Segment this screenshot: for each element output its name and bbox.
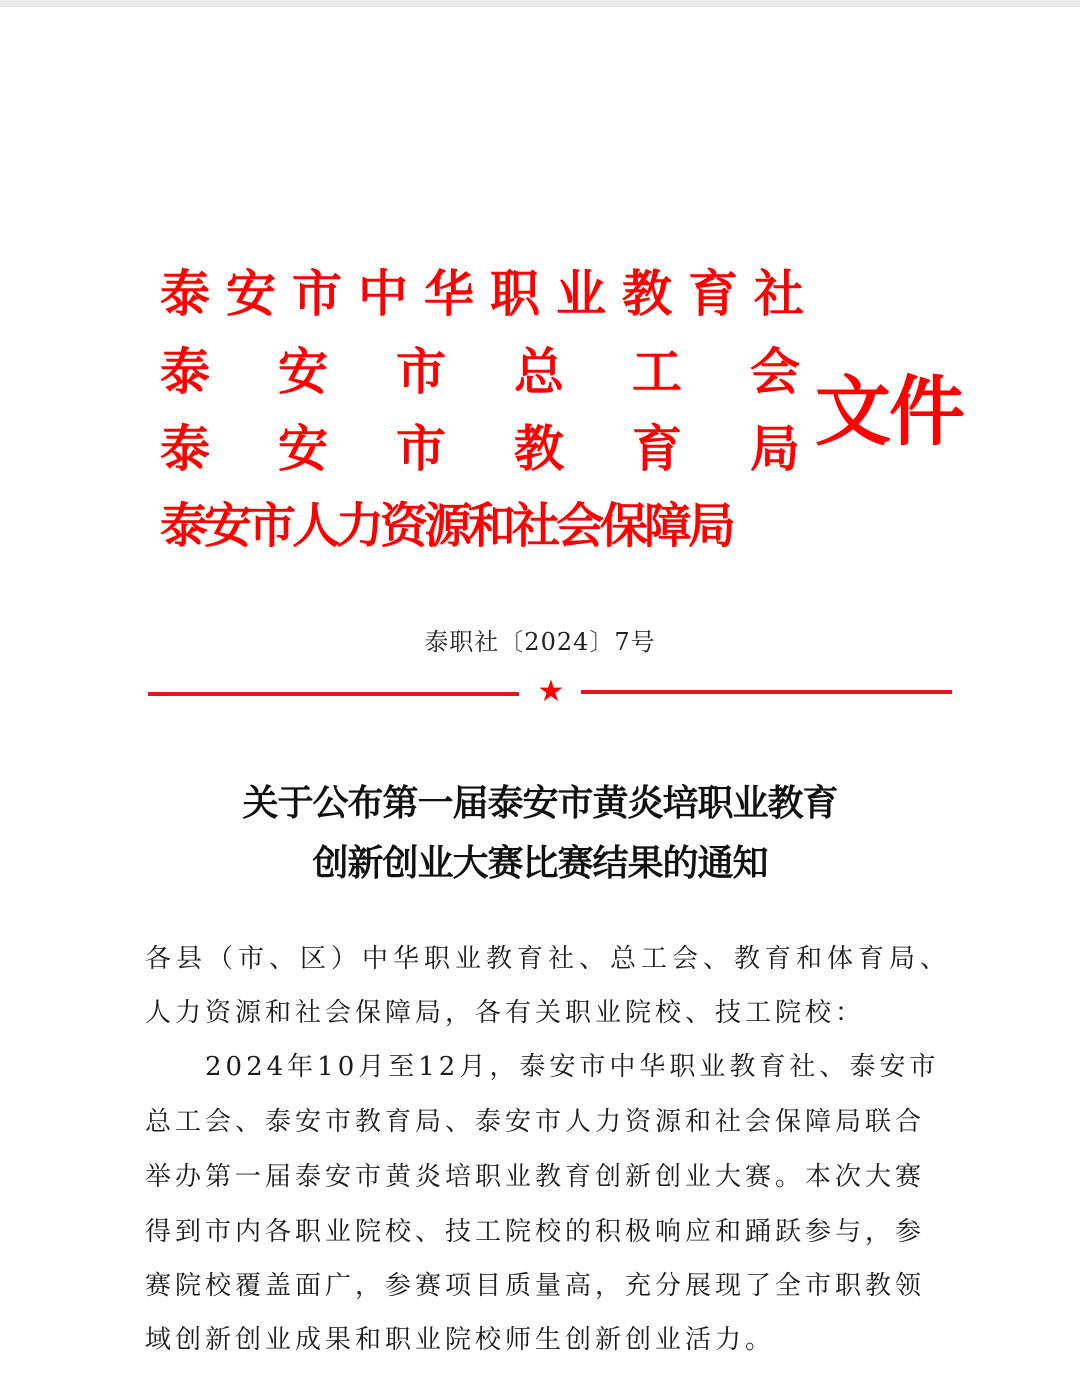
red-divider-left [148, 692, 519, 696]
letterhead-suffix-wenjian: 文件 [815, 367, 963, 456]
paragraph-line-4 [145, 1205, 935, 1259]
letterhead-org-3 [160, 417, 868, 481]
document-title-line-2: 创新创业大赛比赛结果的通知 [312, 842, 768, 884]
document-number: 泰职社〔2024〕7号 [424, 628, 656, 656]
paragraph-text-1: 2024年10月至12月，泰安市中华职业教育社、泰安市 [205, 1052, 940, 1082]
letterhead-org-2 [160, 340, 868, 404]
letterhead-org-1 [160, 262, 820, 326]
paragraph-text-5: 赛院校覆盖面广，参赛项目质量高，充分展现了全市职教领 [145, 1271, 926, 1301]
org-name-1: 泰安市中华职业教育社 [160, 265, 820, 323]
document-page [0, 7, 1080, 1381]
document-title-line-1: 关于公布第一届泰安市黄炎培职业教育 [242, 782, 838, 824]
paragraph-line-2 [145, 1095, 935, 1149]
addressee-text-2: 人力资源和社会保障局，各有关职业院校、技工院校： [145, 998, 866, 1028]
star-icon: ★ [537, 674, 565, 709]
viewer-top-bar [0, 0, 1080, 7]
paragraph-text-6: 域创新创业成果和职业院校师生创新创业活力。 [145, 1325, 776, 1355]
paragraph-line-6 [145, 1313, 935, 1367]
paragraph-text-4: 得到市内各职业院校、技工院校的积极响应和踊跃参与，参 [145, 1217, 926, 1247]
org-name-2: 泰安市总工会 [160, 343, 868, 401]
paragraph-text-2: 总工会、泰安市教育局、泰安市人力资源和社会保障局联合 [145, 1107, 926, 1137]
org-name-3: 泰安市教育局 [160, 420, 868, 478]
paragraph-line-1 [205, 1040, 940, 1094]
paragraph-line-5 [145, 1259, 935, 1313]
addressee-line-1 [145, 932, 952, 986]
addressee-text-1: 各县（市、区）中华职业教育社、总工会、教育和体育局、 [145, 944, 952, 974]
paragraph-text-3: 举办第一届泰安市黄炎培职业教育创新创业大赛。本次大赛 [145, 1162, 926, 1192]
paragraph-line-3 [145, 1150, 935, 1204]
red-divider-right [581, 690, 952, 694]
addressee-line-2 [145, 986, 935, 1040]
letterhead-org-4 [160, 494, 804, 558]
org-name-4: 泰安市人力资源和社会保障局 [160, 498, 733, 554]
